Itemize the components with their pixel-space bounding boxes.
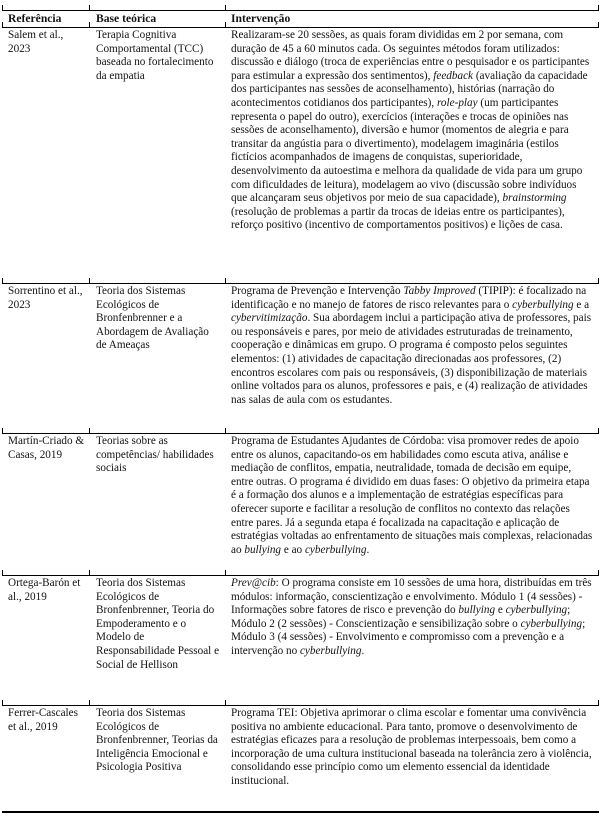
reference-cell: Ortega-Barón et al., 2019 bbox=[8, 577, 81, 603]
rule-tick bbox=[2, 278, 3, 284]
rule-tick bbox=[225, 278, 226, 284]
rule-tick bbox=[2, 22, 3, 28]
table-row-ferrer-cascales bbox=[2, 705, 599, 811]
rule-tick bbox=[598, 22, 599, 28]
rule-tick bbox=[598, 700, 599, 706]
intervention-cell: Programa TEI: Objetiva aprimorar o clima escolar e fomentar uma convivência positiva no ambiente educacional. Para tanto, promove o desenvolvimento de estratégias eficazes para a resolução de problemas interpessoais, bem como a incorporação de uma cultura institucional baseada na tolerância zero à violência, consolidando esse princípio como um elemento essencial da identidade institucional. bbox=[231, 707, 592, 787]
intervention-cell: Prev@cib: O programa consiste em 10 sessões de uma hora, distribuídas em três módulos: informação, conscientização e envolvimento. Módulo 1 (4 sessões) - Informações sobre fatores de risco e prevenção do bullying e cyberbullying; Módulo 2 (2 sessões) - Conscientização e sensibilização sobre o cyberbullying; Módulo 3 (4 sessões) - Envolvimento e compromisso com a prevenção e a intervenção no cyberbullying. bbox=[231, 577, 592, 657]
intervention-cell: Programa de Prevenção e Intervenção Tabby Improved (TIPIP): é focalizado na identificação e no manejo de fatores de risco relevantes para o cyberbullying e a cybervitimização. Sua abordagem inclui a participação ativa de professores, pais ou responsáveis e pares, por meio de atividades estruturadas de treinamento, cooperação e dinâmicas em grupo. O programa é composto pelos seguintes elementos: (1) atividades de capacitação direcionadas aos professores, (2) encontros escolares com pais ou responsáveis, (3) disponibilização de materiais online voltados para os alunos, professores e pais, e (4) realização de atividades nas salas de aula com os estudantes. bbox=[231, 285, 592, 406]
rule-tick bbox=[89, 428, 90, 434]
interventions-table bbox=[2, 10, 599, 813]
reference-cell: Sorrentino et al., 2023 bbox=[8, 285, 83, 311]
rule-tick bbox=[225, 5, 226, 11]
rule-tick bbox=[598, 428, 599, 434]
theory-cell: Teorias sobre as competências/ habilidades sociais bbox=[96, 435, 214, 475]
rule-tick bbox=[89, 278, 90, 284]
rule-tick bbox=[225, 700, 226, 706]
column-header-referencia: Referência bbox=[8, 12, 62, 25]
reference-cell: Martín-Criado & Casas, 2019 bbox=[8, 435, 85, 461]
table-row-ortega-baron bbox=[2, 575, 599, 705]
intervention-cell: Programa de Estudantes Ajudantes de Córdoba: visa promover redes de apoio entre os alunos, capacitando-os em habilidades como escuta ativa, análise e mediação de conflitos, empatia, neutralidade, tomada de decisão em equipe, entre outras. O programa é dividido em duas fases: O objetivo da primeira etapa é a formação dos alunos e a implementação de estratégias específicas para oferecer suporte e facilitar a resolução de conflitos no contexto das relações entre pares. Já a segunda etapa é focalizada na capacitação e aplicação de estratégias voltadas ao enfrentamento de situações mais complexas, relacionadas ao bullying e ao cyberbullying. bbox=[231, 435, 593, 556]
column-header-intervencao: Intervenção bbox=[231, 12, 291, 25]
rule-tick bbox=[89, 5, 90, 11]
rule-tick bbox=[89, 22, 90, 28]
rule-tick bbox=[2, 5, 3, 11]
rule-tick bbox=[2, 428, 3, 434]
rule-tick bbox=[89, 570, 90, 576]
reference-cell: Ferrer-Cascales et al., 2019 bbox=[8, 707, 78, 733]
column-header-base-teorica: Base teórica bbox=[96, 12, 157, 25]
rule-tick bbox=[89, 700, 90, 706]
reference-cell: Salem et al., 2023 bbox=[8, 29, 64, 55]
table-row-salem bbox=[2, 28, 599, 283]
table-row-martin-criado bbox=[2, 433, 599, 575]
intervention-cell: Realizaram-se 20 sessões, as quais foram divididas em 2 por semana, com duração de 45 a 60 minutos cada. Os seguintes métodos foram utilizados: discussão e diálogo (troca de experiências entre o pesquisador e os participantes para estimular a expressão dos sentimentos), feedback (avaliação da capacidade dos participantes nas sessões de aconselhamento), histórias (narração do acontecimentos cotidianos dos participantes), role-play (um participantes representa o papel do outro), exercícios (interações e trocas de opiniões nas sessões de aconselhamento), diversão e humor (momentos de alegria e para transitar da angústia para o divertimento), modelagem imaginária (estilos fictícios acompanhados de imagens de conquistas, superioridade, desenvolvimento da autoestima e melhora da qualidade de vida para um grupo com dificuldades de leitura), modelagem ao vivo (discussão sobre indivíduos que alcançaram seus objetivos por meio de sua capacidade), brainstorming (resolução de problemas a partir da trocas de ideias entre os participantes), reforço positivo (incentivo de comportamentos positivos) e lições de casa. bbox=[231, 29, 590, 232]
rule-tick bbox=[225, 570, 226, 576]
theory-cell: Teoria dos Sistemas Ecológicos de Bronfenbrenner, Teorias da Inteligência Emocional e Psicologia Positiva bbox=[96, 707, 218, 774]
theory-cell: Teoria dos Sistemas Ecológicos de Bronfenbrenner e a Abordagem de Avaliação de Ameaças bbox=[96, 285, 209, 352]
rule-tick bbox=[2, 570, 3, 576]
rule-tick bbox=[2, 700, 3, 706]
rule-tick bbox=[225, 428, 226, 434]
rule-tick bbox=[225, 22, 226, 28]
rule-tick bbox=[598, 570, 599, 576]
theory-cell: Terapia Cognitiva Comportamental (TCC) baseada no fortalecimento da empatia bbox=[96, 29, 214, 82]
table-header-row bbox=[2, 11, 599, 28]
theory-cell: Teoria dos Sistemas Ecológicos de Bronfenbrenner, Teoria do Empoderamento e o Modelo de Responsabilidade Pessoal e Social de Hellison bbox=[96, 577, 220, 671]
rule-tick bbox=[598, 278, 599, 284]
table-row-sorrentino bbox=[2, 283, 599, 433]
rule-tick bbox=[598, 5, 599, 11]
